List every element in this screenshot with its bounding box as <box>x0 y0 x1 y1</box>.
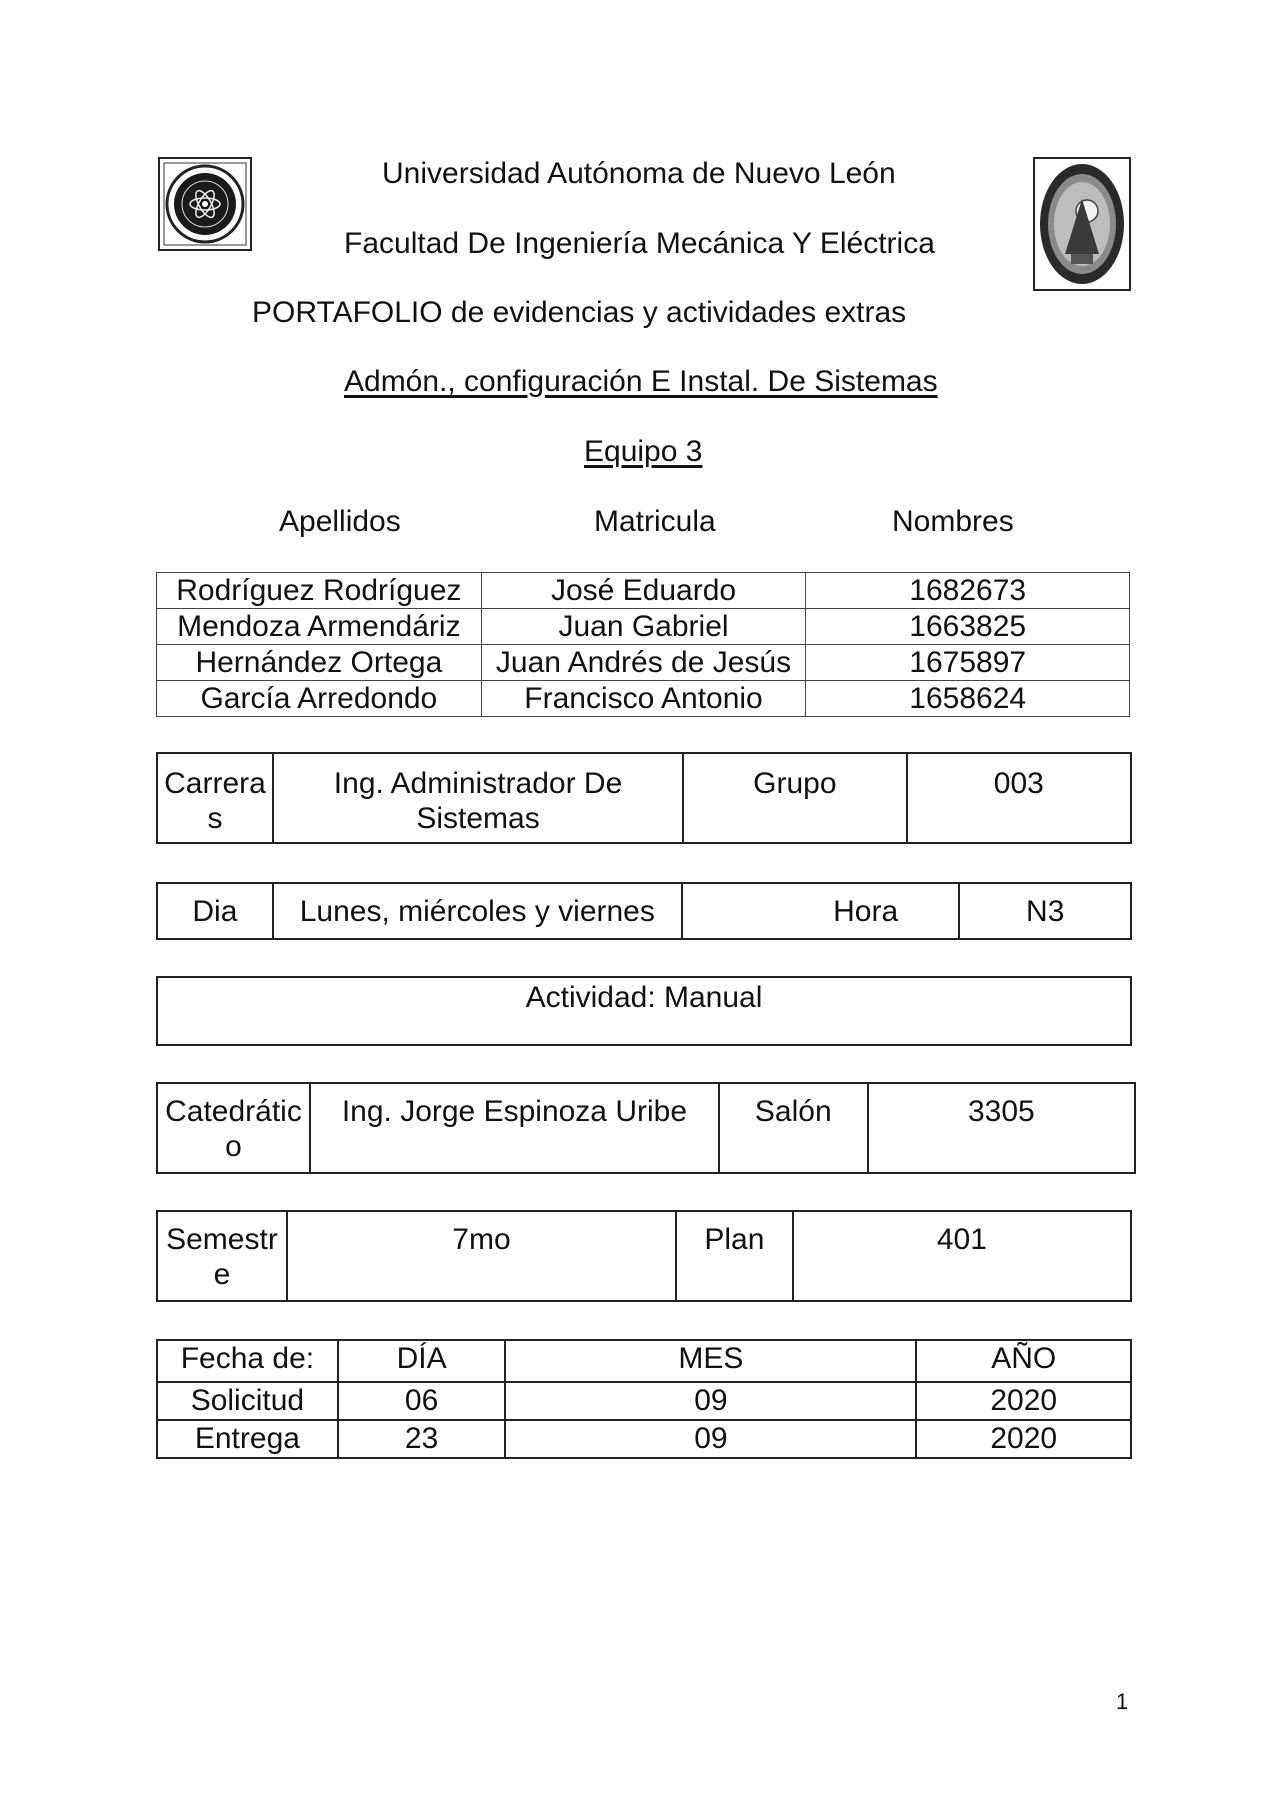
member-id: 1663825 <box>806 609 1130 645</box>
date-month: 09 <box>505 1420 916 1458</box>
semester-value: 7mo <box>287 1211 676 1301</box>
dates-header-cell: MES <box>505 1340 916 1382</box>
dates-header-cell: AÑO <box>916 1340 1131 1382</box>
member-id: 1658624 <box>806 681 1130 717</box>
career-label-cell <box>157 753 273 843</box>
page-number: 1 <box>1116 1689 1129 1714</box>
member-name: José Eduardo <box>481 573 806 609</box>
members-header-nombres: Nombres <box>892 505 1014 538</box>
plan-value: 401 <box>793 1211 1131 1301</box>
members-header-matricula: Matricula <box>594 505 716 538</box>
plan-label: Plan <box>676 1211 793 1301</box>
member-surname: Hernández Ortega <box>157 645 482 681</box>
date-month: 09 <box>505 1382 916 1420</box>
room-value: 3305 <box>868 1083 1135 1173</box>
semester-table <box>156 1210 1132 1302</box>
day-label: Dia <box>157 883 273 939</box>
member-name: Francisco Antonio <box>481 681 806 717</box>
career-label-line-1: Carrera <box>164 767 266 800</box>
member-name: Juan Andrés de Jesús <box>481 645 806 681</box>
dates-header-cell: Fecha de: <box>157 1340 338 1382</box>
date-type: Solicitud <box>157 1382 338 1420</box>
activity-text: Actividad: Manual <box>157 977 1131 1045</box>
date-day: 06 <box>338 1382 506 1420</box>
teacher-label-cell <box>157 1083 310 1173</box>
group-value: 003 <box>907 753 1131 843</box>
table-row <box>157 1420 1131 1458</box>
table-row <box>157 645 1130 681</box>
semester-label-line-2: e <box>213 1258 231 1291</box>
teacher-label-line-2: o <box>225 1130 242 1163</box>
faculty-title: Facultad De Ingeniería Mecánica Y Eléctrica <box>344 227 935 260</box>
dates-table <box>156 1339 1132 1459</box>
member-surname: Rodríguez Rodríguez <box>157 573 482 609</box>
table-row <box>157 609 1130 645</box>
members-table <box>156 572 1130 717</box>
career-value-line-2: Sistemas <box>416 802 540 835</box>
portfolio-title: PORTAFOLIO de evidencias y actividades extras <box>252 296 907 329</box>
teacher-value: Ing. Jorge Espinoza Uribe <box>310 1083 719 1173</box>
table-row <box>157 1340 1131 1382</box>
activity-table <box>156 976 1132 1046</box>
schedule-table <box>156 882 1132 940</box>
date-year: 2020 <box>916 1382 1131 1420</box>
member-surname: García Arredondo <box>157 681 482 717</box>
team-title: Equipo 3 <box>584 435 703 468</box>
career-value-line-1: Ing. Administrador De <box>333 767 623 800</box>
members-header-apellidos: Apellidos <box>279 505 401 538</box>
fime-logo-icon <box>158 157 252 251</box>
member-id: 1682673 <box>806 573 1130 609</box>
semester-label-line-1: Semestr <box>166 1223 278 1256</box>
table-row <box>157 573 1130 609</box>
university-title: Universidad Autónoma de Nuevo León <box>382 157 896 190</box>
group-label: Grupo <box>683 753 906 843</box>
career-table <box>156 752 1132 844</box>
career-label-line-2: s <box>207 802 223 835</box>
dates-header-cell: DÍA <box>338 1340 506 1382</box>
uanl-seal-icon <box>1033 157 1131 291</box>
semester-label-cell <box>157 1211 287 1301</box>
date-day: 23 <box>338 1420 506 1458</box>
day-value: Lunes, miércoles y viernes <box>273 883 682 939</box>
teacher-label-line-1: Catedrátic <box>165 1095 302 1128</box>
table-row <box>157 1382 1131 1420</box>
member-surname: Mendoza Armendáriz <box>157 609 482 645</box>
course-title: Admón., configuración E Instal. De Sistemas <box>344 365 938 398</box>
career-value-cell <box>273 753 683 843</box>
member-id: 1675897 <box>806 645 1130 681</box>
member-name: Juan Gabriel <box>481 609 806 645</box>
table-row <box>157 681 1130 717</box>
room-label: Salón <box>719 1083 868 1173</box>
hour-label: Hora <box>682 883 960 939</box>
date-year: 2020 <box>916 1420 1131 1458</box>
teacher-table <box>156 1082 1136 1174</box>
date-type: Entrega <box>157 1420 338 1458</box>
hour-value: N3 <box>959 883 1131 939</box>
